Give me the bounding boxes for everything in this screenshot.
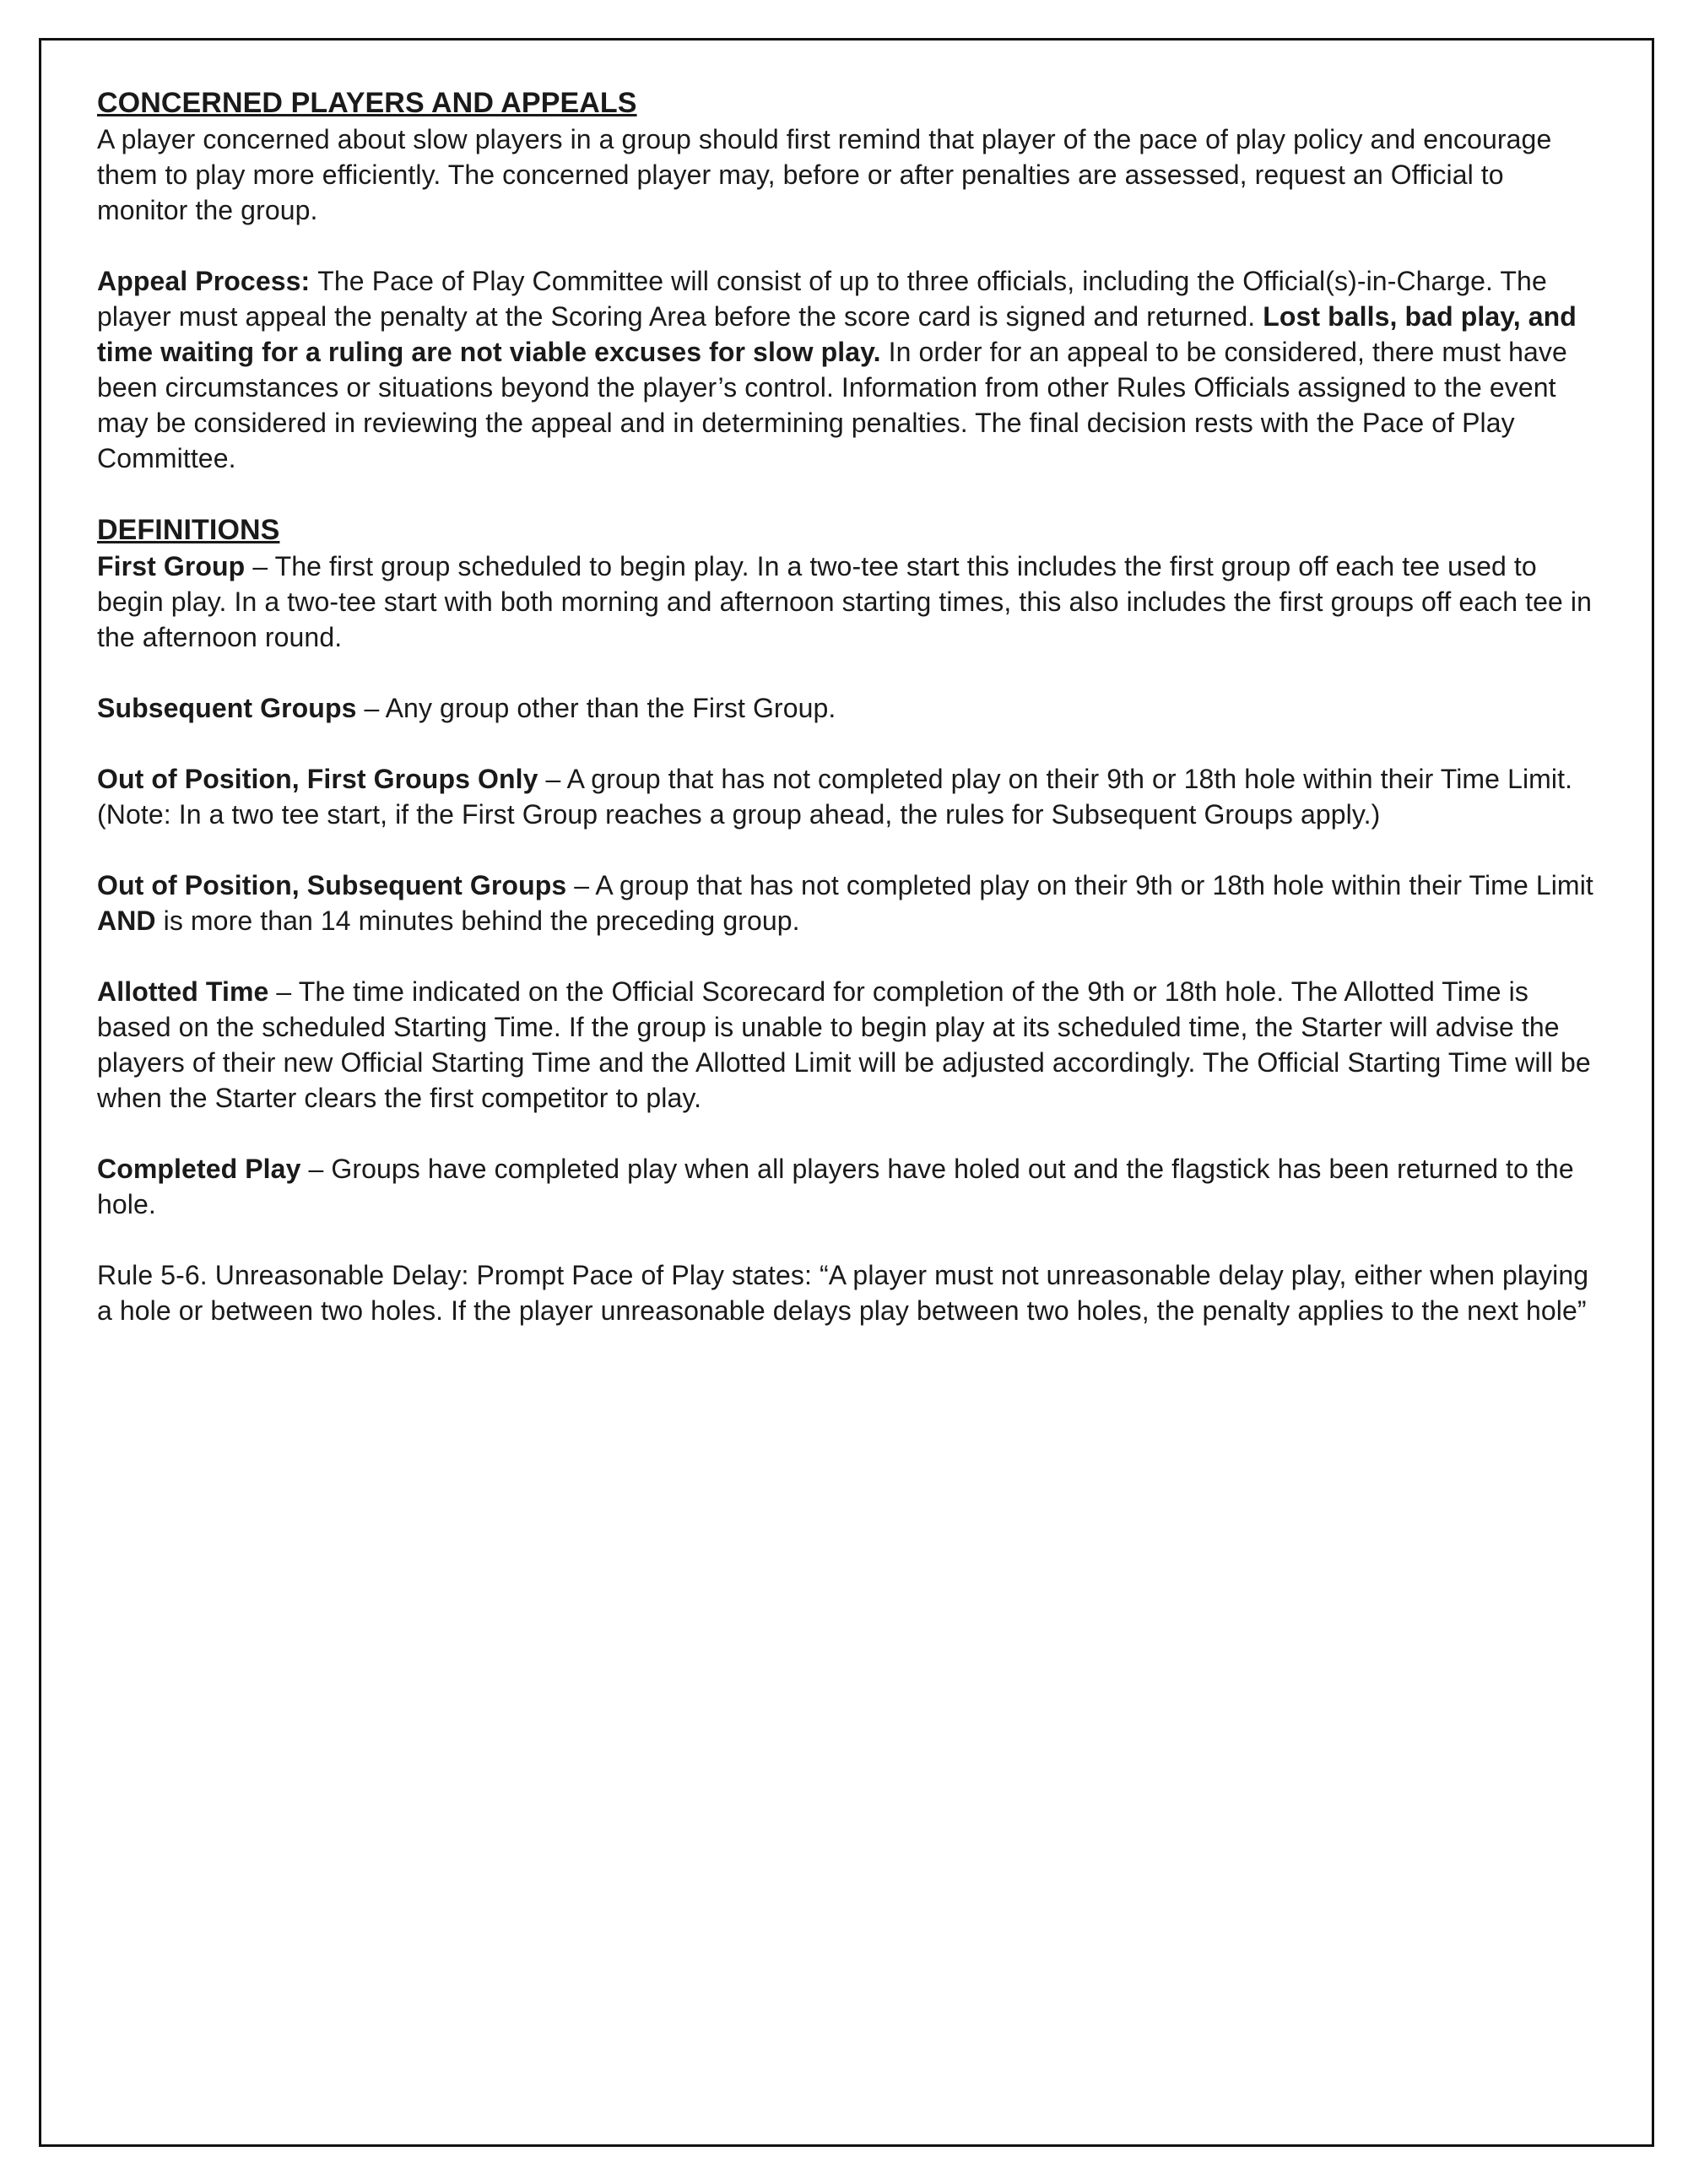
text-segment: Rule 5-6. Unreasonable Delay: Prompt Pace of Play states: “A player must not unreasonable delay play, either when playing a hole or between two holes. If the player unreasonable delays play between two holes, the penalty applies to the next hole” (97, 1260, 1589, 1326)
definition-out-of-position-first-groups-only (97, 761, 1599, 832)
paragraph-rule-5-6 (97, 1257, 1599, 1328)
bold-text-segment: AND (97, 905, 156, 936)
page-border (39, 38, 1654, 2147)
bold-text-segment: First Group (97, 551, 246, 581)
text-segment: – The first group scheduled to begin play. In a two-tee start this includes the first group off each tee used to begin play. In a two-tee start with both morning and afternoon starting times, this also includes the first groups off each tee in the afternoon round. (97, 551, 1593, 652)
bold-text-segment: Allotted Time (97, 976, 269, 1007)
text-segment: – A group that has not completed play on their 9th or 18th hole within their Time Limit. (Note: In a two tee start, if the First Group reaches a group ahead, the rules for Subsequent Groups apply.) (97, 764, 1573, 830)
definition-allotted-time (97, 974, 1599, 1116)
text-segment: – Any group other than the First Group. (356, 693, 836, 723)
text-segment: – The time indicated on the Official Scorecard for completion of the 9th or 18th hole. The Allotted Time is based on the scheduled Starting Time. If the group is unable to begin play at its scheduled time, the Starter will advise the players of their new Official Starting Time and the Allotted Limit will be adjusted accordingly. The Official Starting Time will be when the Starter clears the first competitor to play. (97, 976, 1591, 1113)
page-content (41, 41, 1652, 1328)
heading-concerned-players-and-appeals: CONCERNED PLAYERS AND APPEALS (97, 87, 637, 119)
bold-text-segment: Out of Position, First Groups Only (97, 764, 538, 794)
definition-out-of-position-subsequent-groups (97, 868, 1599, 938)
definition-subsequent-groups (97, 690, 1599, 726)
definition-completed-play (97, 1151, 1599, 1222)
text-segment: In order for an appeal to be considered, there must have been circumstances or situations beyond the player’s control. Information from other Rules Officials assigned to the event may be considered in reviewing the appeal and in determining penalties. The final decision rests with the Pace of Play Committee. (97, 337, 1567, 473)
bold-text-segment: Out of Position, Subsequent Groups (97, 870, 567, 900)
bold-text-segment: Lost balls, bad play, and time waiting for a ruling are not viable excuses for slow play. (97, 301, 1577, 367)
heading-definitions: DEFINITIONS (97, 514, 280, 546)
text-segment: A player concerned about slow players in a group should first remind that player of the pace of play policy and encourage them to play more efficiently. The concerned player may, before or after penalties are assessed, request an Official to monitor the group. (97, 124, 1552, 225)
text-segment: – A group that has not completed play on their 9th or 18th hole within their Time Limit (566, 870, 1593, 900)
paragraph-concerned-players-intro (97, 122, 1599, 228)
definition-first-group (97, 549, 1599, 655)
bold-text-segment: Appeal Process: (97, 266, 318, 296)
bold-text-segment: Subsequent Groups (97, 693, 357, 723)
paragraph-appeal-process (97, 263, 1599, 476)
text-segment: is more than 14 minutes behind the preceding group. (155, 905, 800, 936)
bold-text-segment: Completed Play (97, 1154, 301, 1184)
text-segment: – Groups have completed play when all players have holed out and the flagstick has been returned to the hole. (97, 1154, 1574, 1219)
text-segment: The Pace of Play Committee will consist of up to three officials, including the Official(s)-in-Charge. The player must appeal the penalty at the Scoring Area before the score card is signed and returned. (97, 266, 1547, 332)
